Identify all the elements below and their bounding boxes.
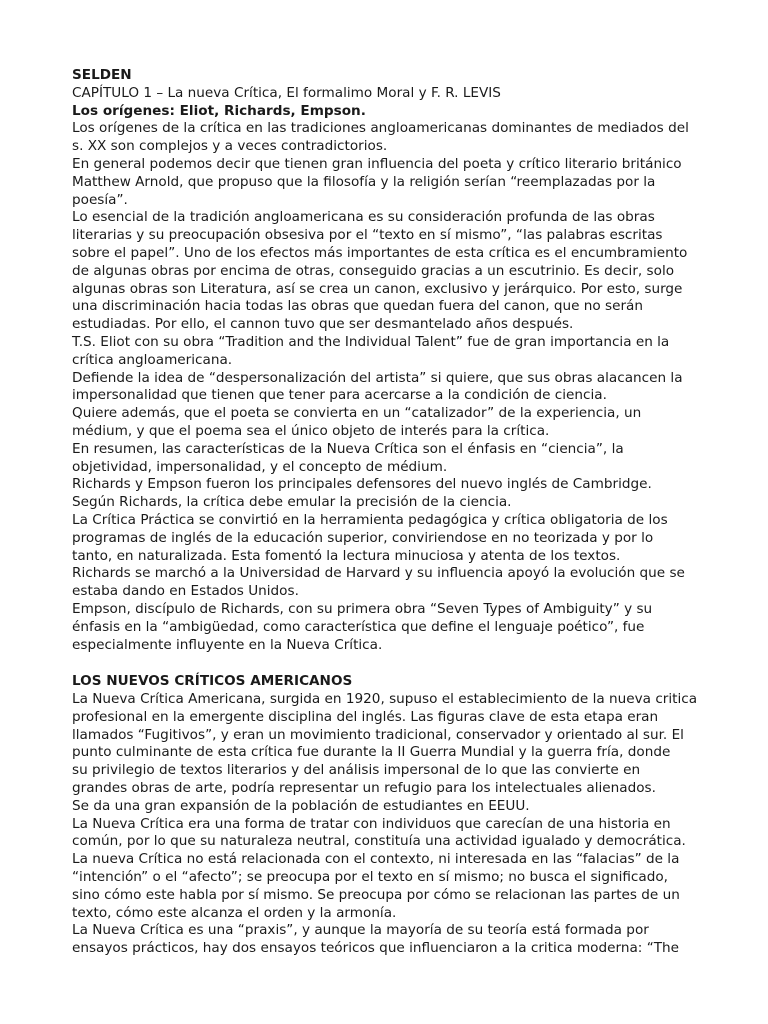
text-line: La Nueva Crítica Americana, surgida en 1920, supuso el establecimiento de la nueva critica xyxy=(72,691,698,708)
text-line: literarias y su preocupación obsesiva por el “texto en sí mismo”, “las palabras escritas xyxy=(72,227,663,244)
text-line: texto, cómo este alcanza el orden y la armonía. xyxy=(72,904,397,921)
text-line: impersonalidad que tienen que tener para acercarse a la condición de ciencia. xyxy=(72,387,607,404)
text-line: Se da una gran expansión de la población de estudiantes en EEUU. xyxy=(72,797,530,814)
text-line: Defiende la idea de “despersonalización del artista” si quiere, que sus obras alacancen la xyxy=(72,369,683,386)
text-line: Según Richards, la crítica debe emular la precisión de la ciencia. xyxy=(72,494,512,511)
text-line: La nueva Crítica no está relacionada con el contexto, ni interesada en las “falacias” de la xyxy=(72,851,680,868)
text-line: estudiadas. Por ello, el cannon tuvo que ser desmantelado años después. xyxy=(72,316,574,333)
text-line: médium, y que el poema sea el único objeto de interés para la crítica. xyxy=(72,422,550,439)
text-line: programas de inglés de la educación superior, conviriendose en no teorizada y por lo xyxy=(72,529,654,546)
text-line: La Crítica Práctica se convirtió en la herramienta pedagógica y crítica obligatoria de los xyxy=(72,511,668,528)
text-line: Richards y Empson fueron los principales defensores del nuevo inglés de Cambridge. xyxy=(72,476,652,493)
text-line: de algunas obras por encima de otras, conseguido gracias a un escutrinio. Es decir, solo xyxy=(72,262,675,279)
text-line: crítica angloamericana. xyxy=(72,351,233,368)
doc-title: SELDEN xyxy=(72,67,132,83)
text-line: algunas obras son Literatura, así se crea un canon, exclusivo y jerárquico. Por esto, surge xyxy=(72,280,683,297)
text-line: “intención” o el “afecto”; se preocupa por el texto en sí mismo; no busca el significado, xyxy=(72,869,668,886)
text-line: s. XX son complejos y a veces contradictorios. xyxy=(72,138,388,155)
text-line: T.S. Eliot con su obra “Tradition and the Individual Talent” fue de gran importancia en la xyxy=(72,333,670,350)
text-line: Richards se marchó a la Universidad de Harvard y su influencia apoyó la evolución que se xyxy=(72,565,685,582)
text-line: Matthew Arnold, que propuso que la filosofía y la religión serían “reemplazadas por la xyxy=(72,173,656,190)
text-line: ensayos prácticos, hay dos ensayos teóricos que influenciaron a la critica moderna: “The xyxy=(72,940,680,957)
text-line: objetividad, impersonalidad, y el concepto de médium. xyxy=(72,458,448,475)
text-line: sobre el papel”. Uno de los efectos más importantes de esta crítica es el encumbramiento xyxy=(72,244,688,261)
text-line: Los orígenes de la crítica en las tradiciones angloamericanas dominantes de mediados del xyxy=(72,120,689,137)
text-line: sino cómo este habla por sí mismo. Se preocupa por cómo se relacionan las partes de un xyxy=(72,886,680,903)
text-line: En resumen, las características de la Nueva Crítica son el énfasis en “ciencia”, la xyxy=(72,440,624,457)
text-line: punto culminante de esta crítica fue durante la II Guerra Mundial y la guerra fría, donde xyxy=(72,744,671,761)
text-line: énfasis en la “ambigüedad, como característica que define el lenguaje poético”, fue xyxy=(72,618,645,635)
text-line: En general podemos decir que tienen gran influencia del poeta y crítico literario británico xyxy=(72,155,682,172)
text-line: una discriminación hacia todas las obras que quedan fuera del canon, que no serán xyxy=(72,298,643,315)
section-spacer xyxy=(72,654,702,673)
text-line: profesional en la emergente disciplina del inglés. Las figuras clave de esta etapa eran xyxy=(72,708,659,725)
text-line: Lo esencial de la tradición angloamericana es su consideración profunda de las obras xyxy=(72,209,655,226)
section-body-origins xyxy=(72,120,702,654)
text-line: grandes obras de arte, podría representar un refugio para los intelectuales alienados. xyxy=(72,780,656,797)
text-line: común, por lo que su naturaleza neutral, constituía una actividad igualado y democrática. xyxy=(72,833,686,850)
section-heading-new-critics: LOS NUEVOS CRÍTICOS AMERICANOS xyxy=(72,673,353,690)
text-line: Quiere además, que el poeta se convierta en un “catalizador” de la experiencia, un xyxy=(72,405,642,422)
section-body-new-critics xyxy=(72,691,702,958)
text-line: especialmente influyente en la Nueva Crítica. xyxy=(72,636,383,653)
document-page xyxy=(72,67,702,958)
text-line: llamados “Fugitivos”, y eran un movimiento tradicional, conservador y orientado al sur. El xyxy=(72,726,684,743)
text-line: poesía”. xyxy=(72,191,128,208)
text-line: su privilegio de textos literarios y del análisis impersonal de lo que las convierte en xyxy=(72,762,641,779)
text-line: estaba dando en Estados Unidos. xyxy=(72,583,299,600)
text-line: La Nueva Crítica es una “praxis”, y aunque la mayoría de su teoría está formada por xyxy=(72,922,649,939)
section-heading-origins: Los orígenes: Eliot, Richards, Empson. xyxy=(72,102,366,119)
text-line: La Nueva Crítica era una forma de tratar con individuos que carecían de una historia en xyxy=(72,815,671,832)
chapter-title: CAPÍTULO 1 – La nueva Crítica, El formalimo Moral y F. R. LEVIS xyxy=(72,84,501,101)
text-line: tanto, en naturalizada. Esta fomentó la lectura minuciosa y atenta de los textos. xyxy=(72,547,621,564)
text-line: Empson, discípulo de Richards, con su primera obra “Seven Types of Ambiguity” y su xyxy=(72,600,653,617)
